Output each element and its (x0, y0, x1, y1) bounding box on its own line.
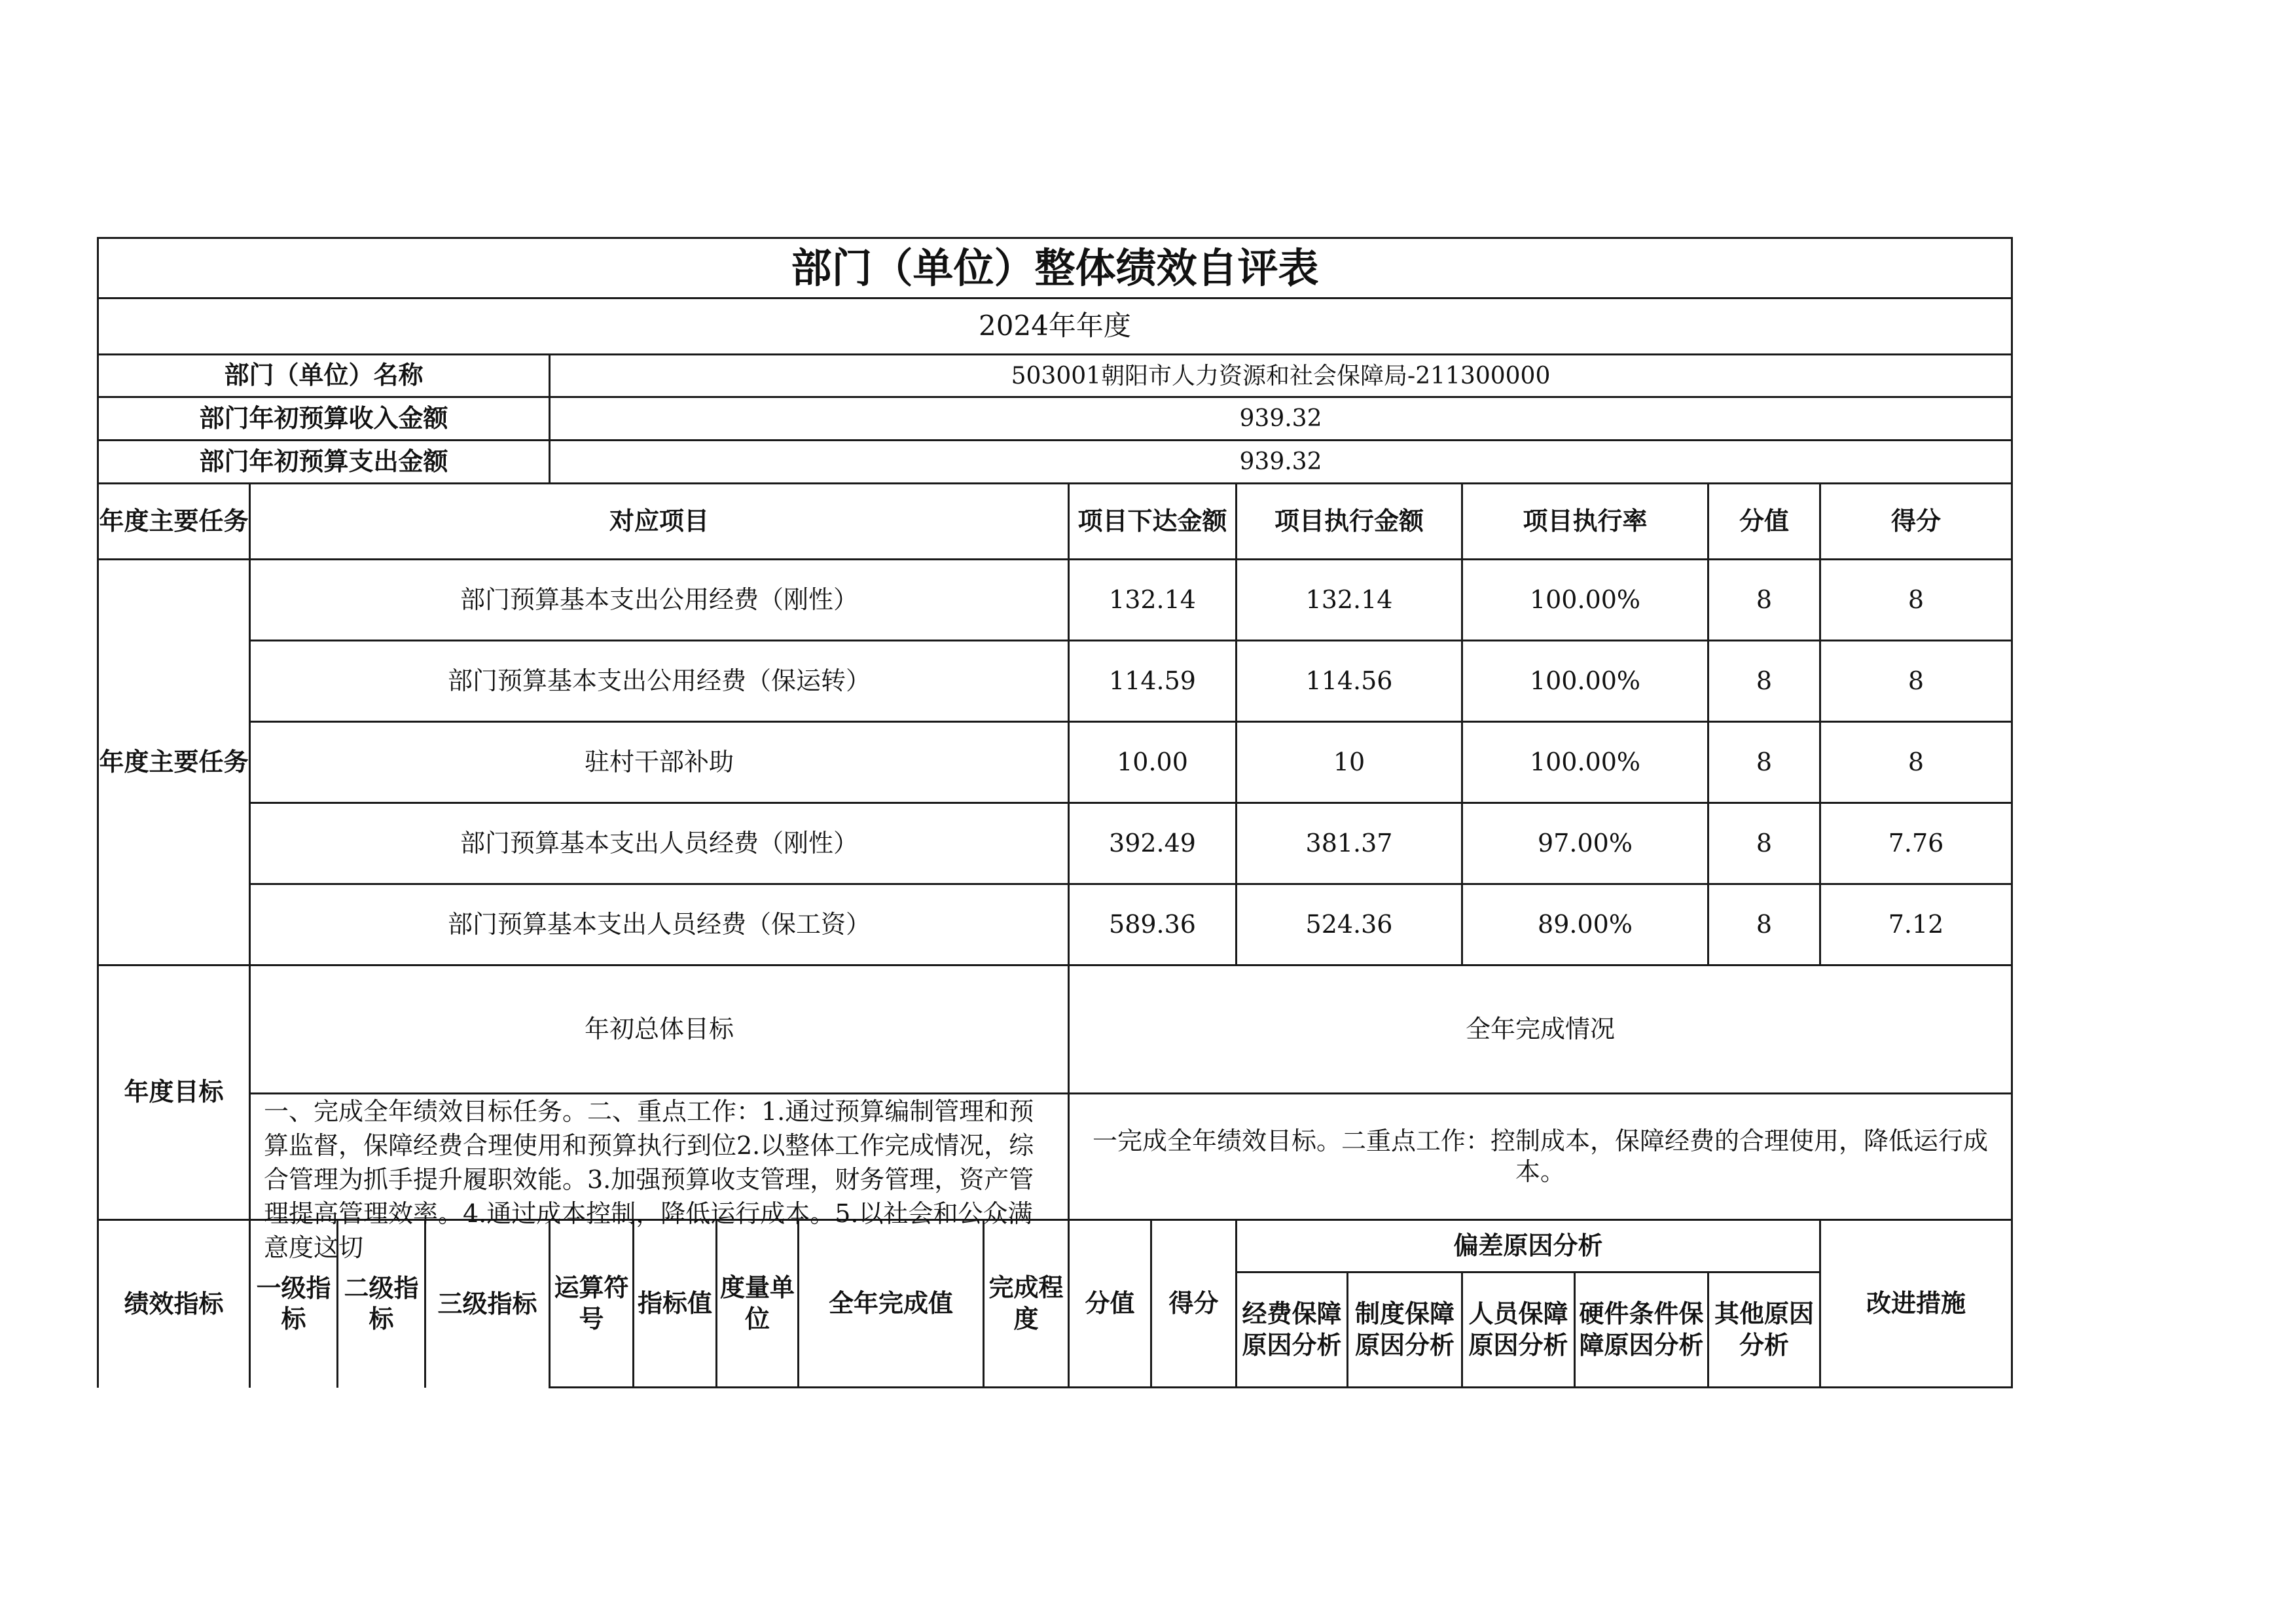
task-allocated: 392.49 (1069, 803, 1237, 884)
task-score-value: 8 (1708, 803, 1820, 884)
task-allocated: 114.59 (1069, 641, 1237, 722)
col-dev-system: 制度保障原因分析 (1348, 1272, 1462, 1388)
table-row (98, 560, 2012, 641)
table-row (98, 641, 2012, 722)
budget-income-label: 部门年初预算收入金额 (98, 397, 550, 441)
completion-header: 全年完成情况 (1069, 965, 2012, 1094)
page-title: 部门（单位）整体绩效自评表 (98, 238, 2012, 298)
col-ind-score: 得分 (1151, 1220, 1237, 1388)
task-score-value: 8 (1708, 722, 1820, 803)
budget-income-value: 939.32 (550, 397, 2012, 441)
table-row (98, 803, 2012, 884)
table-row (98, 884, 2012, 965)
task-score: 7.12 (1820, 884, 2012, 965)
task-score: 7.76 (1820, 803, 2012, 884)
col-dev-staff: 人员保障原因分析 (1462, 1272, 1575, 1388)
task-score: 8 (1820, 560, 2012, 641)
task-item: 部门预算基本支出人员经费（刚性） (250, 803, 1069, 884)
col-executed: 项目执行金额 (1237, 484, 1462, 560)
task-executed: 381.37 (1237, 803, 1462, 884)
col-level1: 一级指标 (250, 1220, 338, 1388)
task-item: 部门预算基本支出公用经费（刚性） (250, 560, 1069, 641)
evaluation-sheet (97, 237, 2013, 1388)
task-score-value: 8 (1708, 560, 1820, 641)
col-ind-score-value: 分值 (1069, 1220, 1151, 1388)
budget-expense-value: 939.32 (550, 441, 2012, 484)
col-allocated: 项目下达金额 (1069, 484, 1237, 560)
year-label: 2024年年度 (98, 298, 2012, 355)
budget-expense-label: 部门年初预算支出金额 (98, 441, 550, 484)
col-level2: 二级指标 (338, 1220, 425, 1388)
task-rate: 100.00% (1462, 641, 1708, 722)
task-rate: 97.00% (1462, 803, 1708, 884)
task-allocated: 10.00 (1069, 722, 1237, 803)
evaluation-table (97, 237, 2013, 1388)
initial-goal-text-cell (250, 1094, 1069, 1262)
task-item: 部门预算基本支出人员经费（保工资） (250, 884, 1069, 965)
task-rate: 100.00% (1462, 560, 1708, 641)
col-improve: 改进措施 (1820, 1220, 2012, 1388)
indicators-label: 绩效指标 (98, 1220, 250, 1388)
col-target: 指标值 (634, 1220, 717, 1388)
task-score-value: 8 (1708, 884, 1820, 965)
task-item: 部门预算基本支出公用经费（保运转） (250, 641, 1069, 722)
col-annual: 全年完成值 (799, 1220, 984, 1388)
col-degree: 完成程度 (984, 1220, 1069, 1388)
col-dev-other: 其他原因分析 (1708, 1272, 1820, 1388)
col-dev-funding: 经费保障原因分析 (1237, 1272, 1348, 1388)
task-score-value: 8 (1708, 641, 1820, 722)
table-row (98, 722, 2012, 803)
col-operator: 运算符号 (550, 1220, 634, 1388)
task-allocated: 132.14 (1069, 560, 1237, 641)
task-item: 驻村干部补助 (250, 722, 1069, 803)
task-executed: 114.56 (1237, 641, 1462, 722)
task-executed: 524.36 (1237, 884, 1462, 965)
col-deviation: 偏差原因分析 (1237, 1220, 1820, 1272)
col-rate: 项目执行率 (1462, 484, 1708, 560)
task-rate: 89.00% (1462, 884, 1708, 965)
col-item: 对应项目 (250, 484, 1069, 560)
task-executed: 10 (1237, 722, 1462, 803)
col-score-value: 分值 (1708, 484, 1820, 560)
col-score: 得分 (1820, 484, 2012, 560)
task-score: 8 (1820, 641, 2012, 722)
col-level3: 三级指标 (425, 1220, 550, 1388)
dept-name-value: 503001朝阳市人力资源和社会保障局-211300000 (550, 355, 2012, 397)
col-unit: 度量单位 (717, 1220, 799, 1388)
col-dev-hardware: 硬件条件保障原因分析 (1575, 1272, 1708, 1388)
task-executed: 132.14 (1237, 560, 1462, 641)
goals-label: 年度目标 (98, 965, 250, 1220)
initial-goal-header: 年初总体目标 (250, 965, 1069, 1094)
task-allocated: 589.36 (1069, 884, 1237, 965)
task-score: 8 (1820, 722, 2012, 803)
tasks-section-label: 年度主要任务 (98, 560, 250, 965)
dept-name-label: 部门（单位）名称 (98, 355, 550, 397)
completion-text: 一完成全年绩效目标。二重点工作：控制成本，保障经费的合理使用，降低运行成本。 (1069, 1094, 2012, 1220)
initial-goal-text: 一、完成全年绩效目标任务。二、重点工作：1.通过预算编制管理和预算监督，保障经费合理使用和预算执行到位2.以整体工作完成情况，综合管理为抓手提升履职效能。3.加强预算收支管理，财务管理，资产管理提高管理效率。4.通过成本控制，降低运行成本。5.以社会和公众满意度这切 (264, 1097, 1034, 1262)
task-rate: 100.00% (1462, 722, 1708, 803)
tasks-header-label: 年度主要任务 (98, 484, 250, 560)
